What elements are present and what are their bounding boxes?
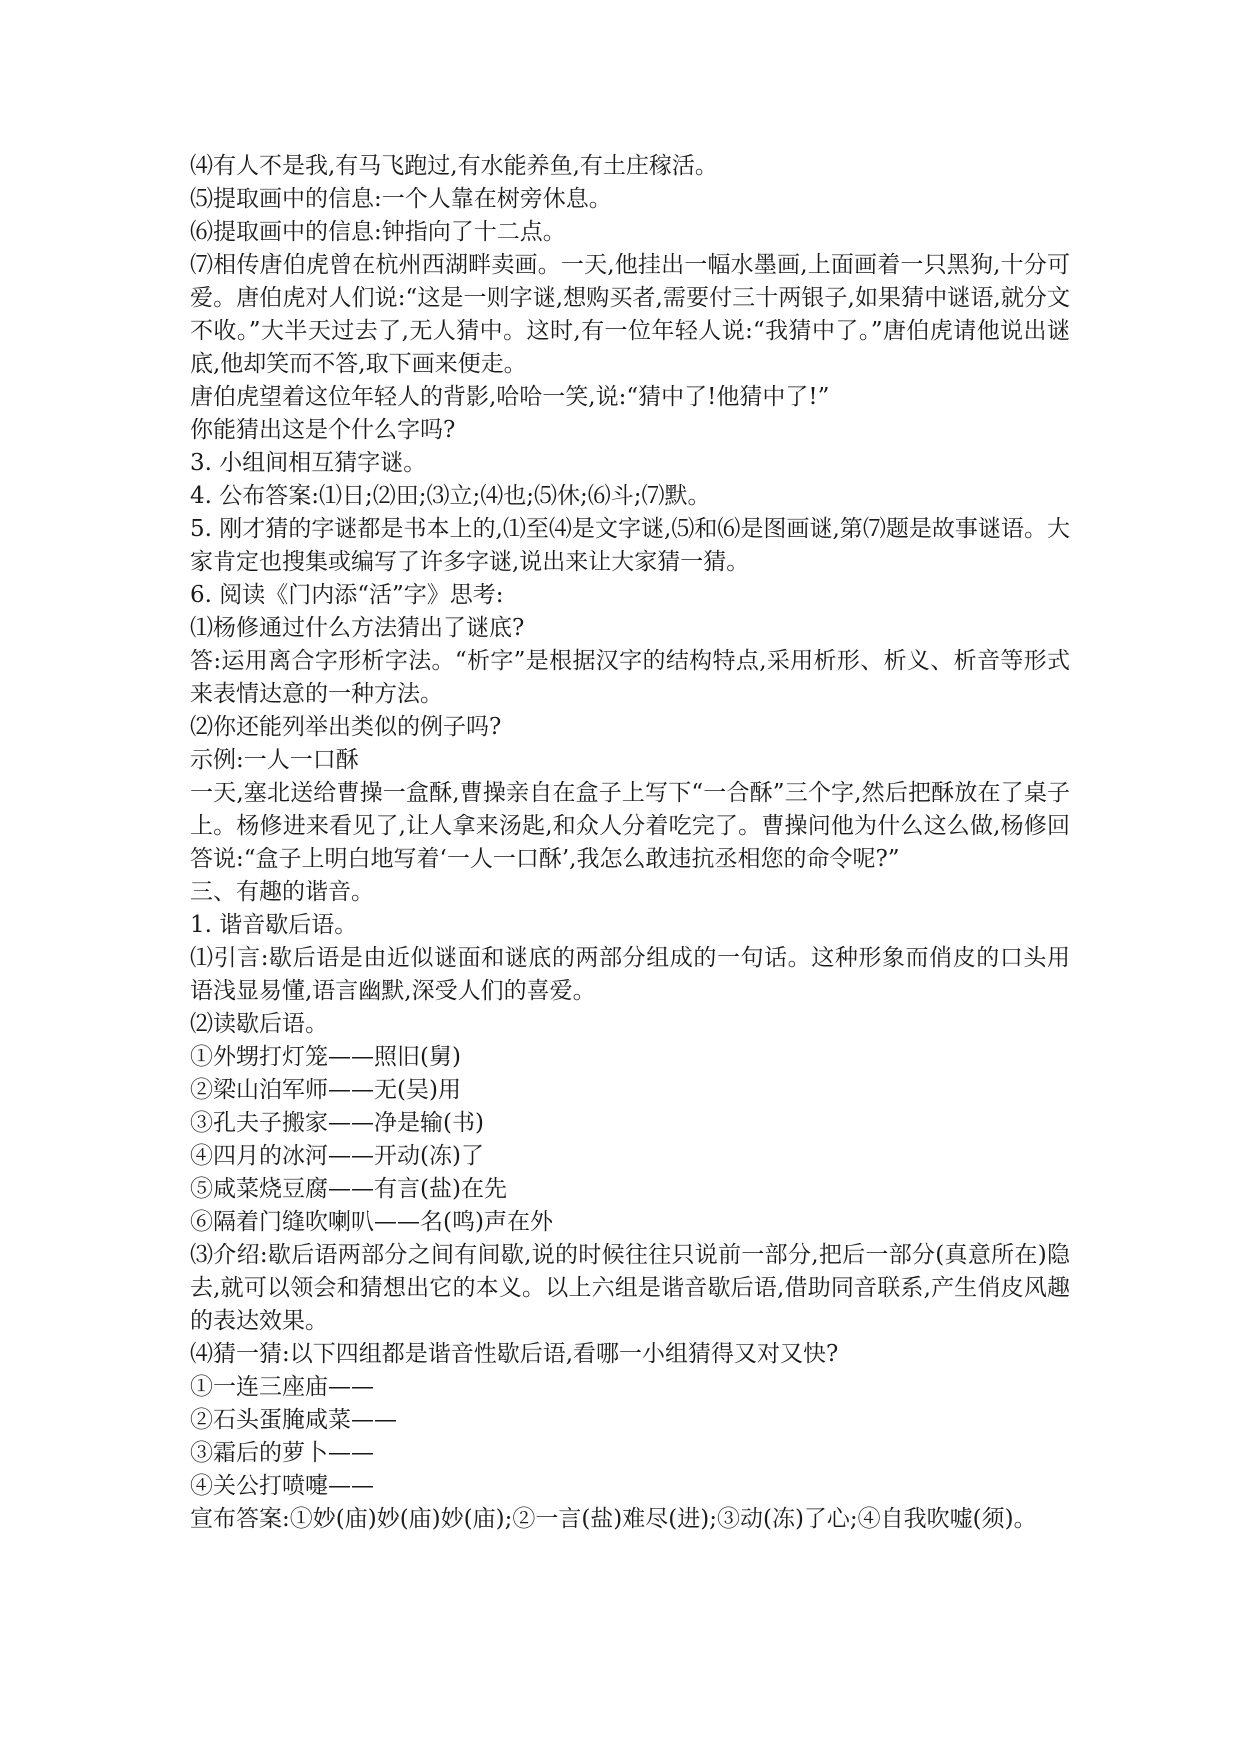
list-item: ①一连三座庙—— (190, 1374, 374, 1400)
list-item: ②梁山泊军师——无(吴)用 (190, 1077, 461, 1103)
text-line: 1. 谐音歇后语。 (190, 912, 358, 938)
document-body (190, 150, 1070, 1536)
text-line: 4. 公布答案:⑴日;⑵田;⑶立;⑷也;⑸休;⑹斗;⑺默。 (190, 483, 711, 509)
list-item: ③孔夫子搬家——净是输(书) (190, 1110, 484, 1136)
text-line: 唐伯虎望着这位年轻人的背影,哈哈一笑,说:“猜中了!他猜中了!” (190, 384, 830, 410)
list-item: ⑤咸菜烧豆腐——有言(盐)在先 (190, 1176, 507, 1202)
text-line: ⑴杨修通过什么方法猜出了谜底? (190, 615, 525, 641)
list-item: ④关公打喷嚏—— (190, 1473, 374, 1499)
text-paragraph: 5. 刚才猜的字谜都是书本上的,⑴至⑷是文字谜,⑸和⑹是图画谜,第⑺题是故事谜语。大家肯定也搜集或编写了许多字谜,说出来让大家猜一猜。 (190, 516, 1070, 575)
text-paragraph: ⑺相传唐伯虎曾在杭州西湖畔卖画。一天,他挂出一幅水墨画,上面画着一只黑狗,十分可爱。唐伯虎对人们说:“这是一则字谜,想购买者,需要付三十两银子,如果猜中谜语,就分文不收。”大半天过去了,无人猜中。这时,有一位年轻人说:“我猜中了。”唐伯虎请他说出谜底,他却笑而不答,取下画来便走。 (190, 252, 1070, 377)
text-line: ⑷有人不是我,有马飞跑过,有水能养鱼,有土庄稼活。 (190, 153, 718, 179)
text-paragraph: 宣布答案:①妙(庙)妙(庙)妙(庙);②一言(盐)难尽(进);③动(冻)了心;④自我吹嘘(须)。 (190, 1506, 1037, 1532)
text-line: 6. 阅读《门内添“活”字》思考: (190, 582, 504, 608)
text-line: 3. 小组间相互猜字谜。 (190, 450, 427, 476)
text-line: ⑸提取画中的信息:一个人靠在树旁休息。 (190, 186, 612, 212)
text-paragraph: 一天,塞北送给曹操一盒酥,曹操亲自在盒子上写下“一合酥”三个字,然后把酥放在了桌子上。杨修进来看见了,让人拿来汤匙,和众人分着吃完了。曹操问他为什么这么做,杨修回答说:“盒子上明白地写着‘一人一口酥’,我怎么敢违抗丞相您的命令呢?” (190, 780, 1070, 872)
section-heading: 三、有趣的谐音。 (190, 879, 374, 905)
text-paragraph: ⑴引言:歇后语是由近似谜面和谜底的两部分组成的一句话。这种形象而俏皮的口头用语浅显易懂,语言幽默,深受人们的喜爱。 (190, 945, 1070, 1004)
text-line: 你能猜出这是个什么字吗? (190, 417, 456, 443)
list-item: ②石头蛋腌咸菜—— (190, 1407, 397, 1433)
list-item: ①外甥打灯笼——照旧(舅) (190, 1044, 461, 1070)
text-paragraph: 答:运用离合字形析字法。“析字”是根据汉字的结构特点,采用析形、析义、析音等形式来表情达意的一种方法。 (190, 648, 1070, 707)
text-line: 示例:一人一口酥 (190, 747, 359, 773)
text-line: ⑵你还能列举出类似的例子吗? (190, 714, 502, 740)
list-item: ④四月的冰河——开动(冻)了 (190, 1143, 484, 1169)
text-line: ⑷猜一猜:以下四组都是谐音性歇后语,看哪一小组猜得又对又快? (190, 1341, 839, 1367)
text-line: ⑹提取画中的信息:钟指向了十二点。 (190, 219, 566, 245)
text-line: ⑵读歇后语。 (190, 1011, 328, 1037)
list-item: ⑥隔着门缝吹喇叭——名(鸣)声在外 (190, 1209, 553, 1235)
text-paragraph: ⑶介绍:歇后语两部分之间有间歇,说的时候往往只说前一部分,把后一部分(真意所在)隐去,就可以领会和猜想出它的本义。以上六组是谐音歇后语,借助同音联系,产生俏皮风趣的表达效果。 (190, 1242, 1070, 1334)
list-item: ③霜后的萝卜—— (190, 1440, 374, 1466)
